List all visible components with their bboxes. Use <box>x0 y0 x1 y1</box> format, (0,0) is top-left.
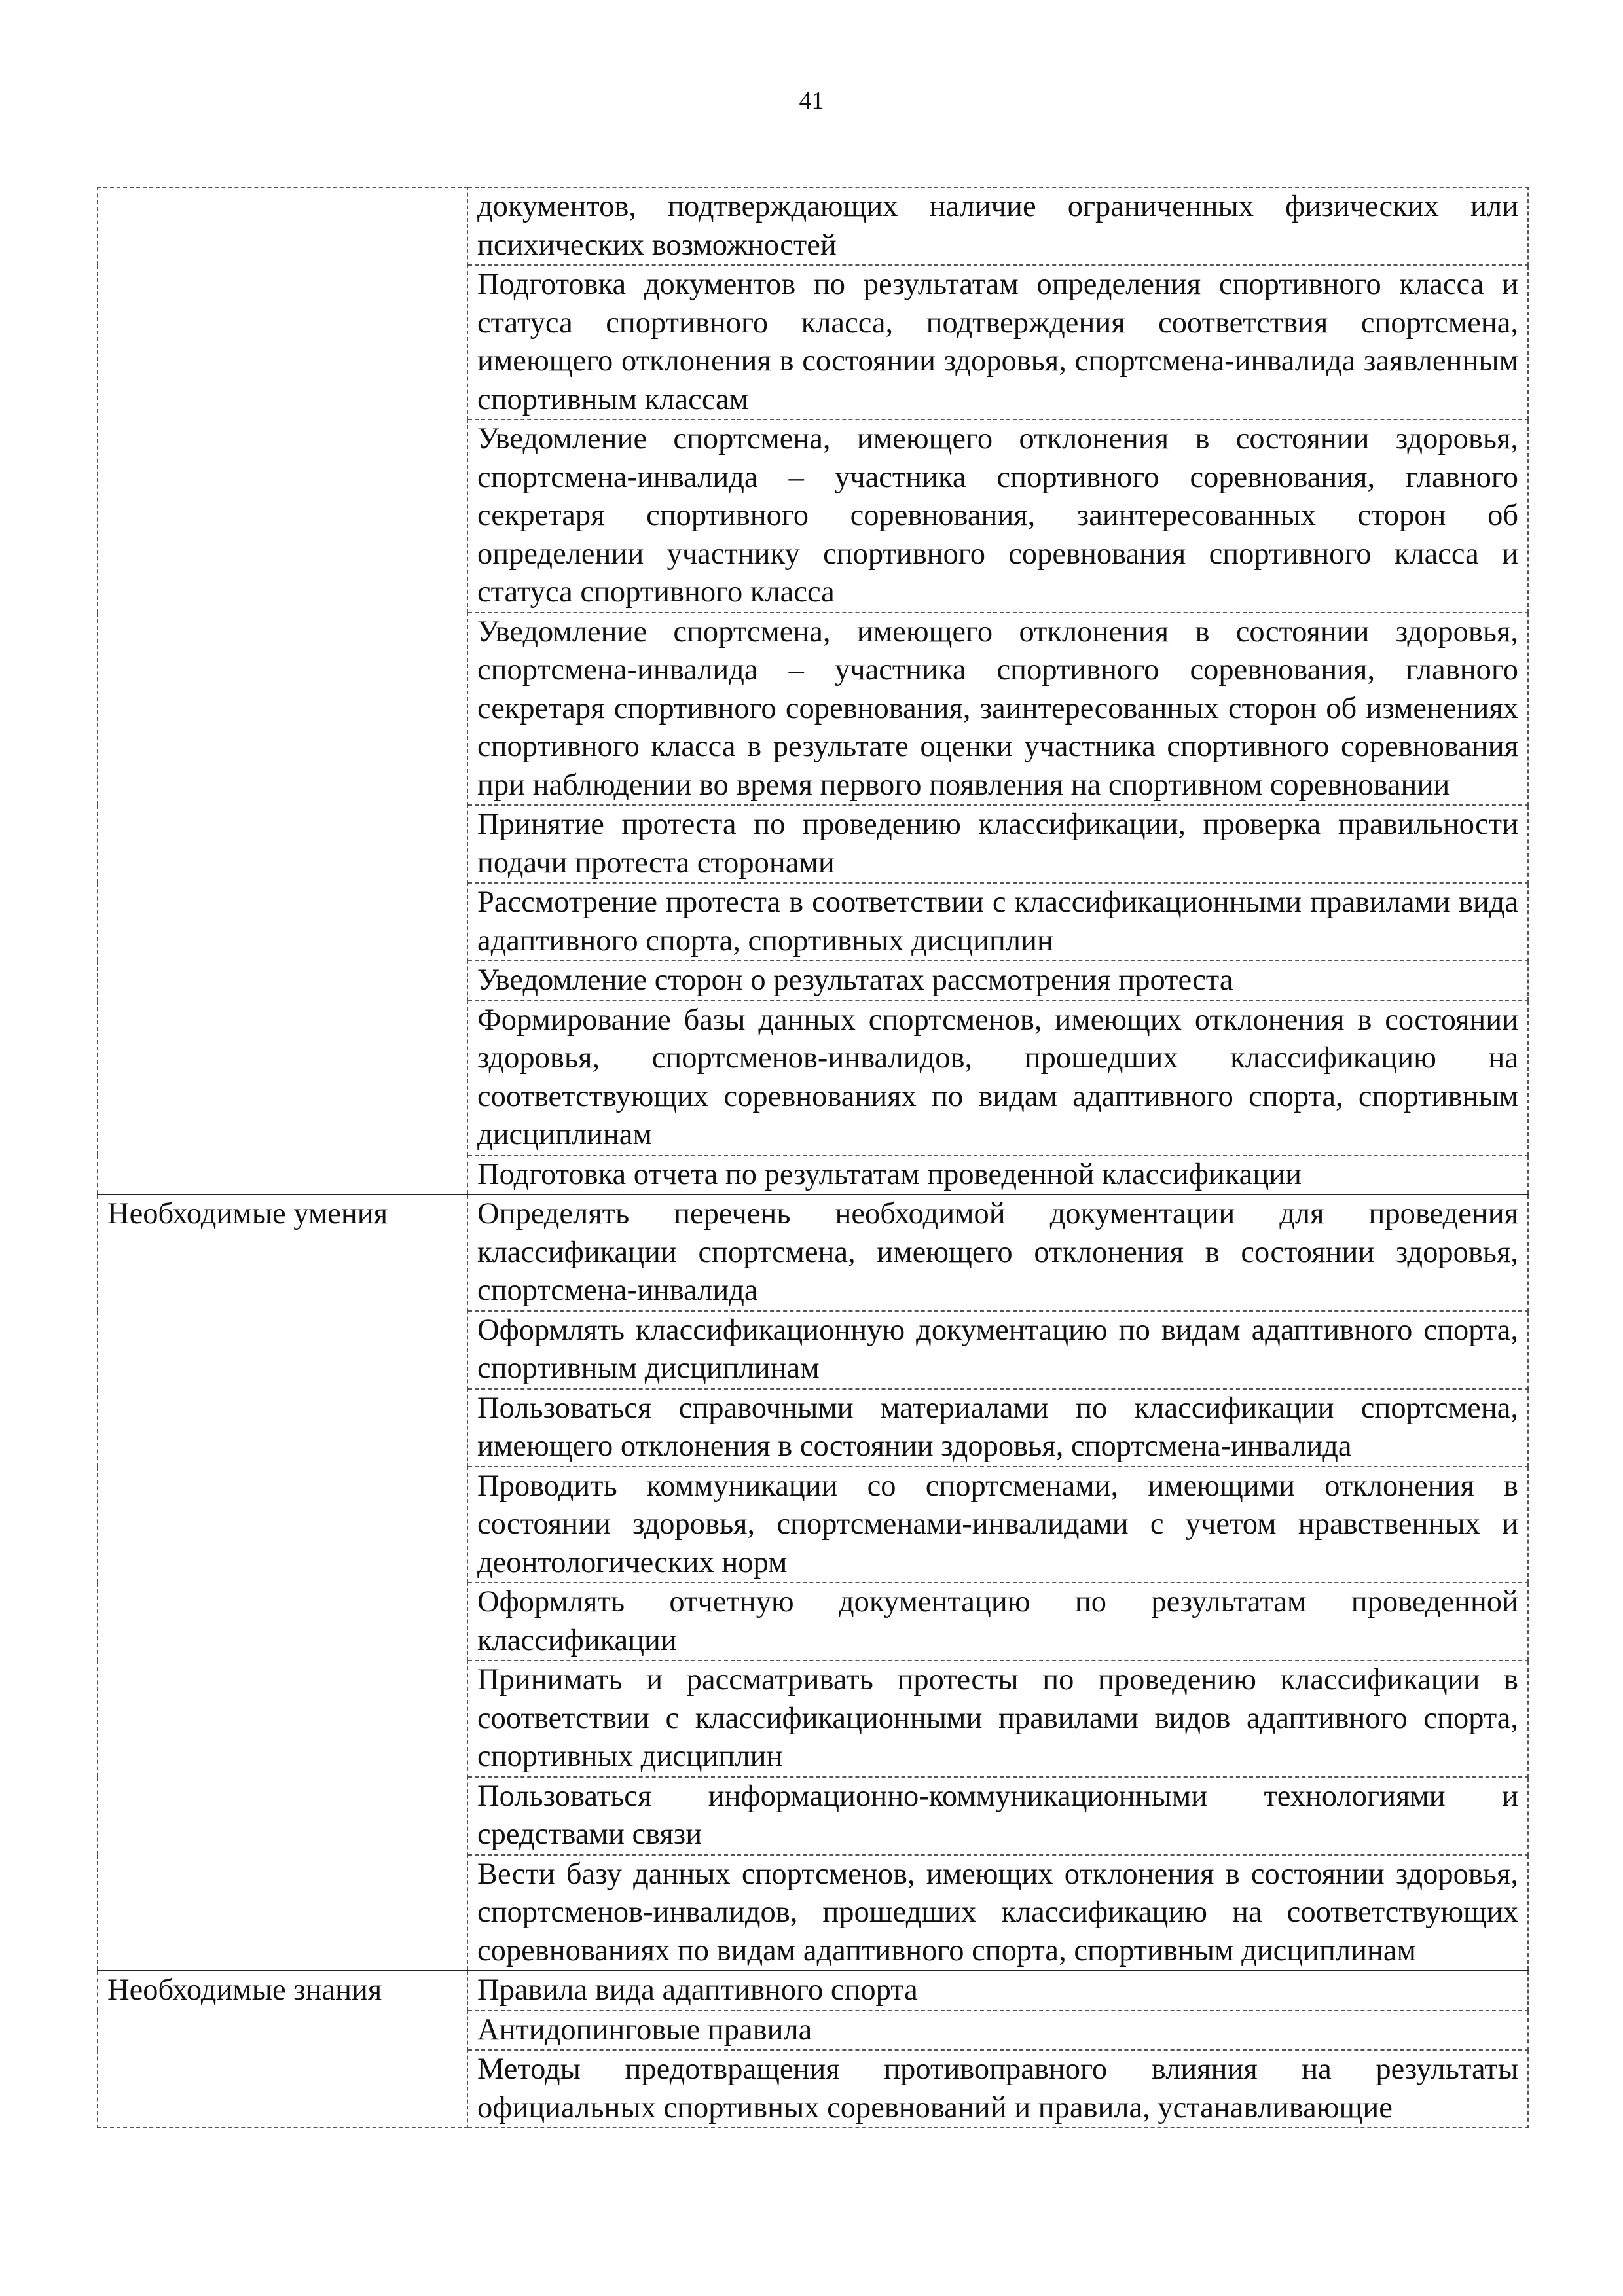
row-label-skills: Необходимые умения <box>98 1194 467 1971</box>
row-label-knowledge: Необходимые знания <box>98 1971 467 2128</box>
row-text: Вести базу данных спортсменов, имеющих отклонения в состоянии здоровья, спортсменов-инвалидов, прошедших классификацию на соответствующих соревнованиях по видам адаптивного спорта, спортивным дисциплинам <box>467 1855 1528 1971</box>
row-text: Подготовка документов по результатам определения спортивного класса и статуса спортивного класса, подтверждения соответствия спортсмена, имеющего отклонения в состоянии здоровья, спортсмена-инвалида заявленным спортивным классам <box>467 265 1528 420</box>
row-text: Правила вида адаптивного спорта <box>467 1971 1528 2011</box>
row-text: Рассмотрение протеста в соответствии с классификационными правилами вида адаптивного спорта, спортивных дисциплин <box>467 883 1528 961</box>
row-text: Пользоваться информационно-коммуникационными технологиями и средствами связи <box>467 1777 1528 1855</box>
row-text: Уведомление спортсмена, имеющего отклонения в состоянии здоровья, спортсмена-инвалида – участника спортивного соревнования, главного секретаря спортивного соревнования, заинтересованных сторон об изменениях спортивного класса в результате оценки участника спортивного соревнования при наблюдении во время первого появления на спортивном соревновании <box>467 613 1528 806</box>
row-text: Оформлять классификационную документацию по видам адаптивного спорта, спортивным дисциплинам <box>467 1311 1528 1389</box>
row-text: Принятие протеста по проведению классификации, проверка правильности подачи протеста сторонами <box>467 805 1528 883</box>
row-label-empty <box>98 187 467 1194</box>
row-text: Принимать и рассматривать протесты по проведению классификации в соответствии с классификационными правилами видов адаптивного спорта, спортивных дисциплин <box>467 1660 1528 1777</box>
row-text: Уведомление сторон о результатах рассмотрения протеста <box>467 961 1528 1001</box>
table-row <box>98 1971 1528 2011</box>
table-row <box>98 187 1528 265</box>
row-text: документов, подтверждающих наличие ограниченных физических или психических возможностей <box>467 187 1528 265</box>
row-text: Пользоваться справочными материалами по классификации спортсмена, имеющего отклонения в состоянии здоровья, спортсмена-инвалида <box>467 1389 1528 1467</box>
row-text: Определять перечень необходимой документации для проведения классификации спортсмена, имеющего отклонения в состоянии здоровья, спортсмена-инвалида <box>467 1194 1528 1311</box>
table-row <box>98 1194 1528 1311</box>
row-text: Методы предотвращения противоправного влияния на результаты официальных спортивных соревнований и правила, устанавливающие <box>467 2050 1528 2128</box>
competency-table <box>97 187 1529 2128</box>
row-text: Формирование базы данных спортсменов, имеющих отклонения в состоянии здоровья, спортсменов-инвалидов, прошедших классификацию на соответствующих соревнованиях по видам адаптивного спорта, спортивным дисциплинам <box>467 1001 1528 1155</box>
page-number: 41 <box>799 87 824 115</box>
row-text: Антидопинговые правила <box>467 2011 1528 2051</box>
row-text: Уведомление спортсмена, имеющего отклонения в состоянии здоровья, спортсмена-инвалида – участника спортивного соревнования, главного секретаря спортивного соревнования, заинтересованных сторон об определении участнику спортивного соревнования спортивного класса и статуса спортивного класса <box>467 420 1528 613</box>
row-text: Подготовка отчета по результатам проведенной классификации <box>467 1155 1528 1195</box>
row-text: Проводить коммуникации со спортсменами, имеющими отклонения в состоянии здоровья, спортсменами-инвалидами с учетом нравственных и деонтологических норм <box>467 1467 1528 1583</box>
row-text: Оформлять отчетную документацию по результатам проведенной классификации <box>467 1583 1528 1660</box>
